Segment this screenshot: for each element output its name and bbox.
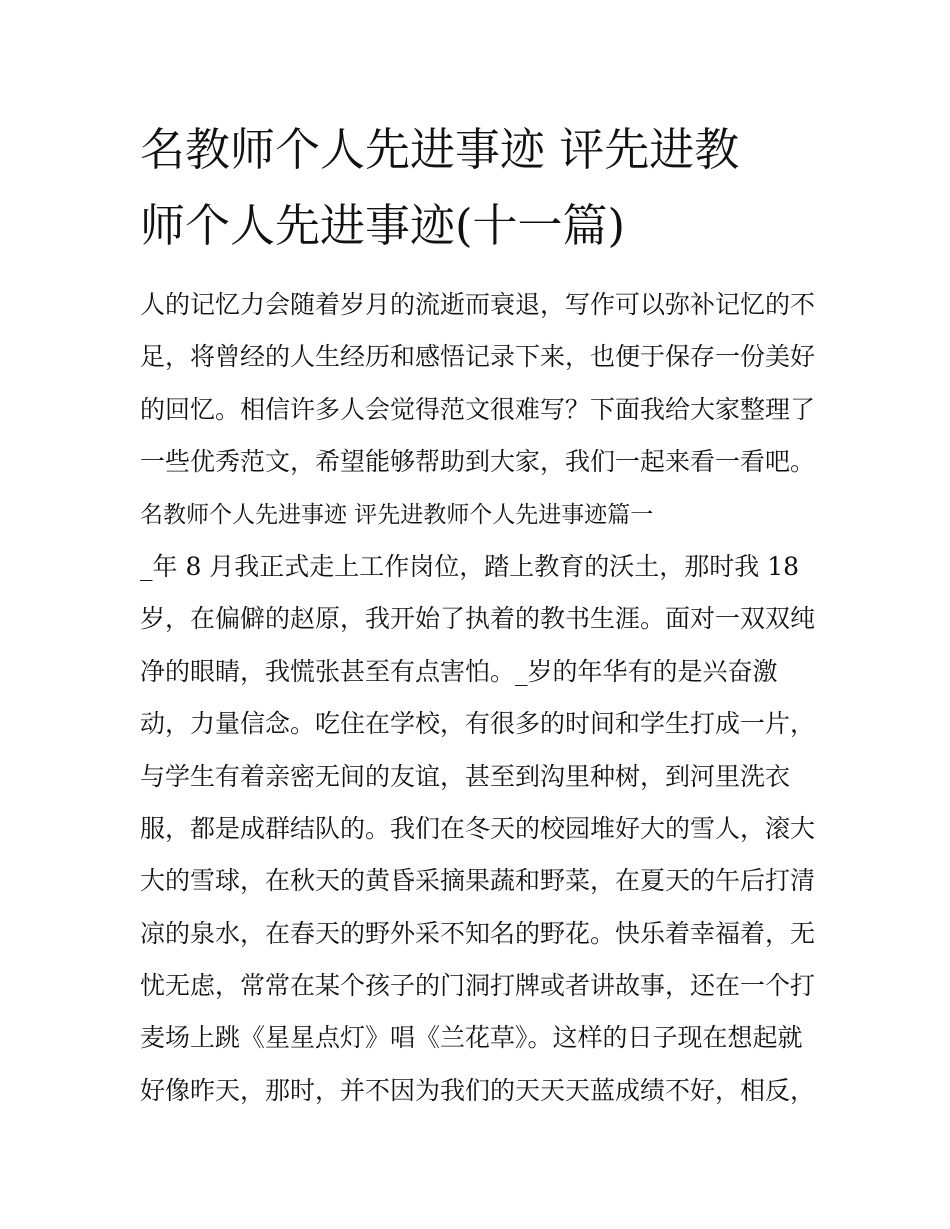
- body-line: 足，将曾经的人生经历和感悟记录下来，也便于保存一份美好: [140, 342, 816, 372]
- title-line: 名教师个人先进事迹 评先进教: [140, 123, 740, 176]
- body-line: 净的眼睛，我慌张甚至有点害怕。_岁的年华有的是兴奋激: [140, 656, 778, 686]
- body-line: _年 8 月我正式走上工作岗位，踏上教育的沃土，那时我 18: [140, 551, 800, 581]
- body-line: 岁，在偏僻的赵原，我开始了执着的教书生涯。面对一双双纯: [140, 604, 816, 634]
- document-body: [140, 279, 830, 1117]
- body-line: 动，力量信念。吃住在学校，有很多的时间和学生打成一片，: [140, 709, 816, 739]
- body-line: 麦场上跳《星星点灯》唱《兰花草》。这样的日子现在想起就: [140, 1023, 803, 1053]
- body-line: 服，都是成群结队的。我们在冬天的校园堆好大的雪人，滚大: [140, 813, 816, 843]
- body-line: 的回忆。相信许多人会觉得范文很难写？下面我给大家整理了: [140, 394, 816, 424]
- body-line: 忧无虑，常常在某个孩子的门洞打牌或者讲故事，还在一个打: [140, 971, 816, 1001]
- body-line: 与学生有着亲密无间的友谊，甚至到沟里种树，到河里洗衣: [140, 761, 791, 791]
- body-line: 大的雪球，在秋天的黄昏采摘果蔬和野菜，在夏天的午后打清: [140, 866, 816, 896]
- body-line: 凉的泉水，在春天的野外采不知名的野花。快乐着幸福着，无: [140, 918, 816, 948]
- title-line: 师个人先进事迹(十一篇): [140, 199, 626, 252]
- body-line: 人的记忆力会随着岁月的流逝而衰退，写作可以弥补记忆的不: [140, 290, 816, 319]
- body-line: 一些优秀范文，希望能够帮助到大家，我们一起来看一看吧。: [140, 447, 816, 477]
- section-heading: 名教师个人先进事迹 评先进教师个人先进事迹篇一: [140, 501, 654, 528]
- document-title: [140, 112, 820, 264]
- body-line: 好像昨天，那时，并不因为我们的天天天蓝成绩不好，相反，: [140, 1075, 816, 1105]
